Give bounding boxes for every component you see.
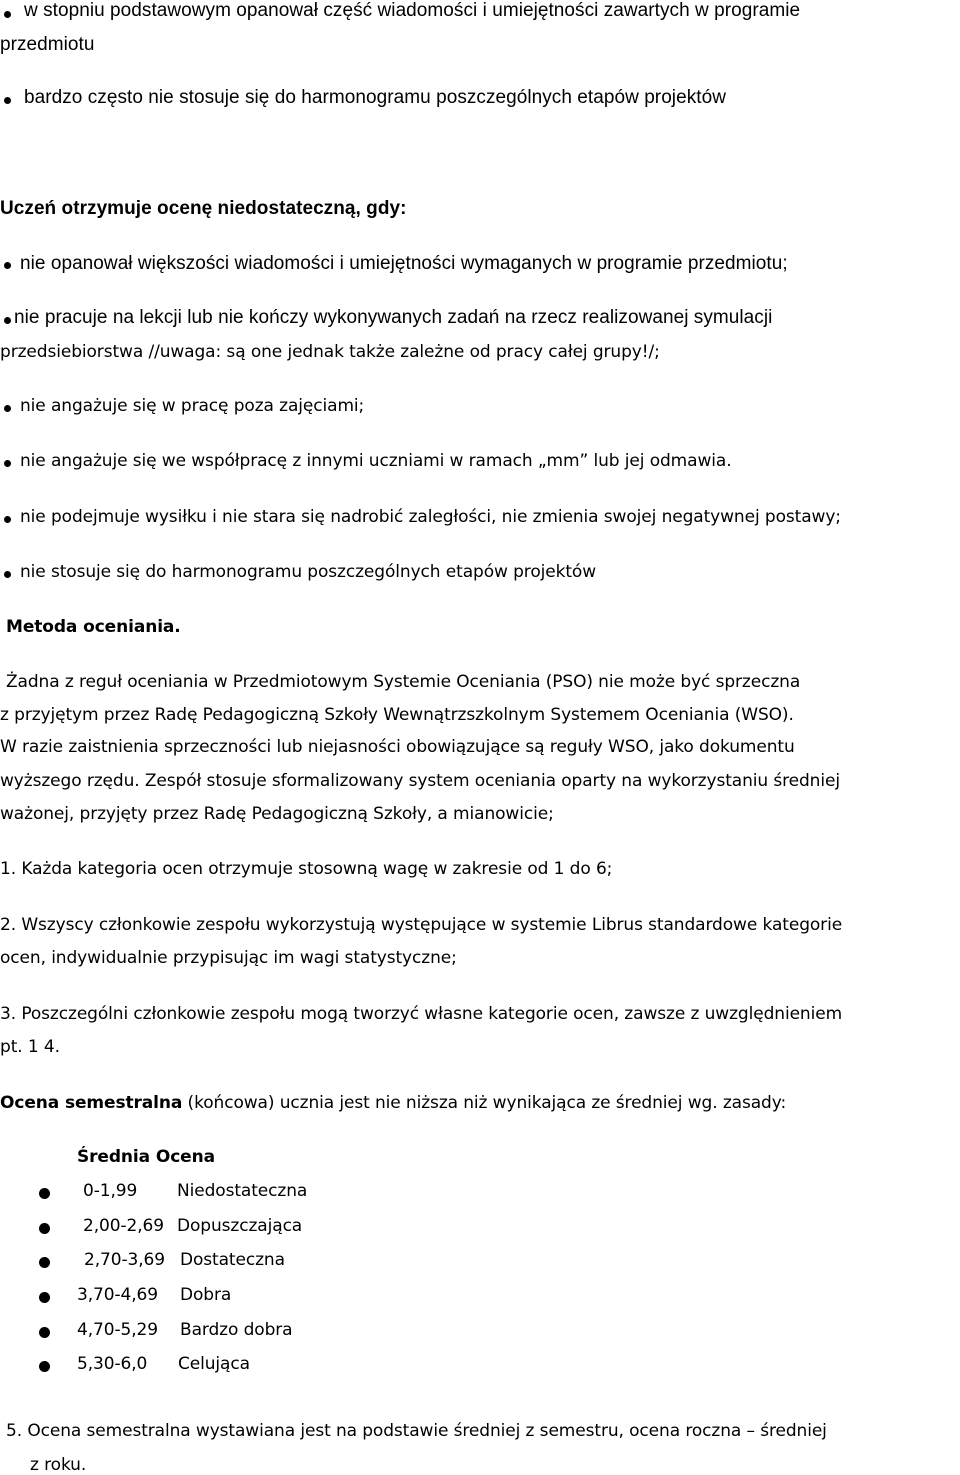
criteria-item: w stopniu podstawowym opanował część wiadomości i umiejętności zawartych w programie [24, 0, 801, 21]
criteria-item: nie angażuje się we współpracę z innymi uczniami w ramach „mm” lub jej odmawia. [20, 451, 732, 471]
criteria-item-continuation: przedsiebiorstwa //uwaga: są one jednak także zależne od pracy całej grupy!/; [0, 342, 660, 362]
paragraph-line: W razie zaistnienia sprzeczności lub niejasności obowiązujące są reguły WSO, jako dokumentu [0, 737, 795, 757]
bullet-icon [39, 1257, 50, 1268]
grade-range: 0-1,99 [83, 1181, 138, 1201]
grade-range: 4,70-5,29 [77, 1320, 158, 1340]
bullet-icon [39, 1223, 50, 1234]
grade-name: Celująca [178, 1354, 250, 1374]
criteria-item: nie stosuje się do harmonogramu poszczególnych etapów projektów [20, 562, 597, 582]
criteria-item: nie pracuje na lekcji lub nie kończy wykonywanych zadań na rzecz realizowanej symulacji [14, 307, 773, 328]
semester-rule [0, 1093, 786, 1113]
numbered-point-continuation: z roku. [30, 1455, 87, 1475]
bullet-icon [4, 97, 11, 104]
criteria-item-continuation: przedmiotu [0, 34, 95, 55]
bullet-icon [39, 1327, 50, 1338]
numbered-point-continuation: pt. 1 4. [0, 1037, 60, 1057]
criteria-item: bardzo często nie stosuje się do harmonogramu poszczególnych etapów projektów [24, 87, 726, 108]
numbered-point: 2. Wszyscy członkowie zespołu wykorzystują występujące w systemie Librus standardowe kategorie [0, 915, 843, 935]
grade-range: 2,70-3,69 [84, 1250, 165, 1270]
bullet-icon [4, 405, 11, 412]
paragraph-line: wyższego rzędu. Zespół stosuje sformalizowany system oceniania oparty na wykorzystaniu średniej [0, 771, 840, 791]
bullet-icon [4, 460, 11, 467]
bullet-icon [39, 1361, 50, 1372]
bullet-icon [39, 1188, 50, 1199]
section-heading: Uczeń otrzymuje ocenę niedostateczną, gdy: [0, 198, 407, 219]
paragraph-line: z przyjętym przez Radę Pedagogiczną Szkoły Wewnątrzszkolnym Systemem Oceniania (WSO). [0, 705, 794, 725]
numbered-point: 1. Każda kategoria ocen otrzymuje stosowną wagę w zakresie od 1 do 6; [0, 859, 613, 879]
paragraph-line: Żadna z reguł oceniania w Przedmiotowym Systemie Oceniania (PSO) nie może być sprzeczna [6, 672, 801, 692]
criteria-item: nie angażuje się w pracę poza zajęciami; [20, 396, 365, 416]
section-heading: Metoda oceniania. [6, 617, 181, 637]
grade-name: Dobra [180, 1285, 232, 1305]
grade-name: Niedostateczna [177, 1181, 308, 1201]
grade-table-header: Średnia Ocena [77, 1147, 215, 1167]
criteria-item: nie opanował większości wiadomości i umiejętności wymaganych w programie przedmiotu; [20, 253, 788, 274]
paragraph-line: ważonej, przyjęty przez Radę Pedagogiczną Szkoły, a mianowicie; [0, 804, 554, 824]
bullet-icon [4, 516, 11, 523]
bullet-icon [4, 11, 11, 18]
bullet-icon [4, 571, 11, 578]
numbered-point: 3. Poszczególni członkowie zespołu mogą tworzyć własne kategorie ocen, zawsze z uwzględnieniem [0, 1004, 843, 1024]
bullet-icon [39, 1292, 50, 1303]
grade-range: 5,30-6,0 [77, 1354, 148, 1374]
grade-range: 2,00-2,69 [83, 1216, 164, 1236]
numbered-point: 5. Ocena semestralna wystawiana jest na podstawie średniej z semestru, ocena roczna – średniej [6, 1421, 827, 1441]
grade-name: Bardzo dobra [180, 1320, 293, 1340]
semester-rule-text: (końcowa) ucznia jest nie niższa niż wynikająca ze średniej wg. zasady: [182, 1093, 787, 1113]
grade-name: Dopuszczająca [177, 1216, 303, 1236]
bullet-icon [4, 317, 11, 324]
criteria-item: nie podejmuje wysiłku i nie stara się nadrobić zaległości, nie zmienia swojej negatywnej postawy; [20, 507, 841, 527]
semester-rule-bold: Ocena semestralna [0, 1093, 183, 1113]
numbered-point-continuation: ocen, indywidualnie przypisując im wagi statystyczne; [0, 948, 457, 968]
grade-name: Dostateczna [180, 1250, 285, 1270]
grade-range: 3,70-4,69 [77, 1285, 158, 1305]
bullet-icon [4, 262, 11, 269]
